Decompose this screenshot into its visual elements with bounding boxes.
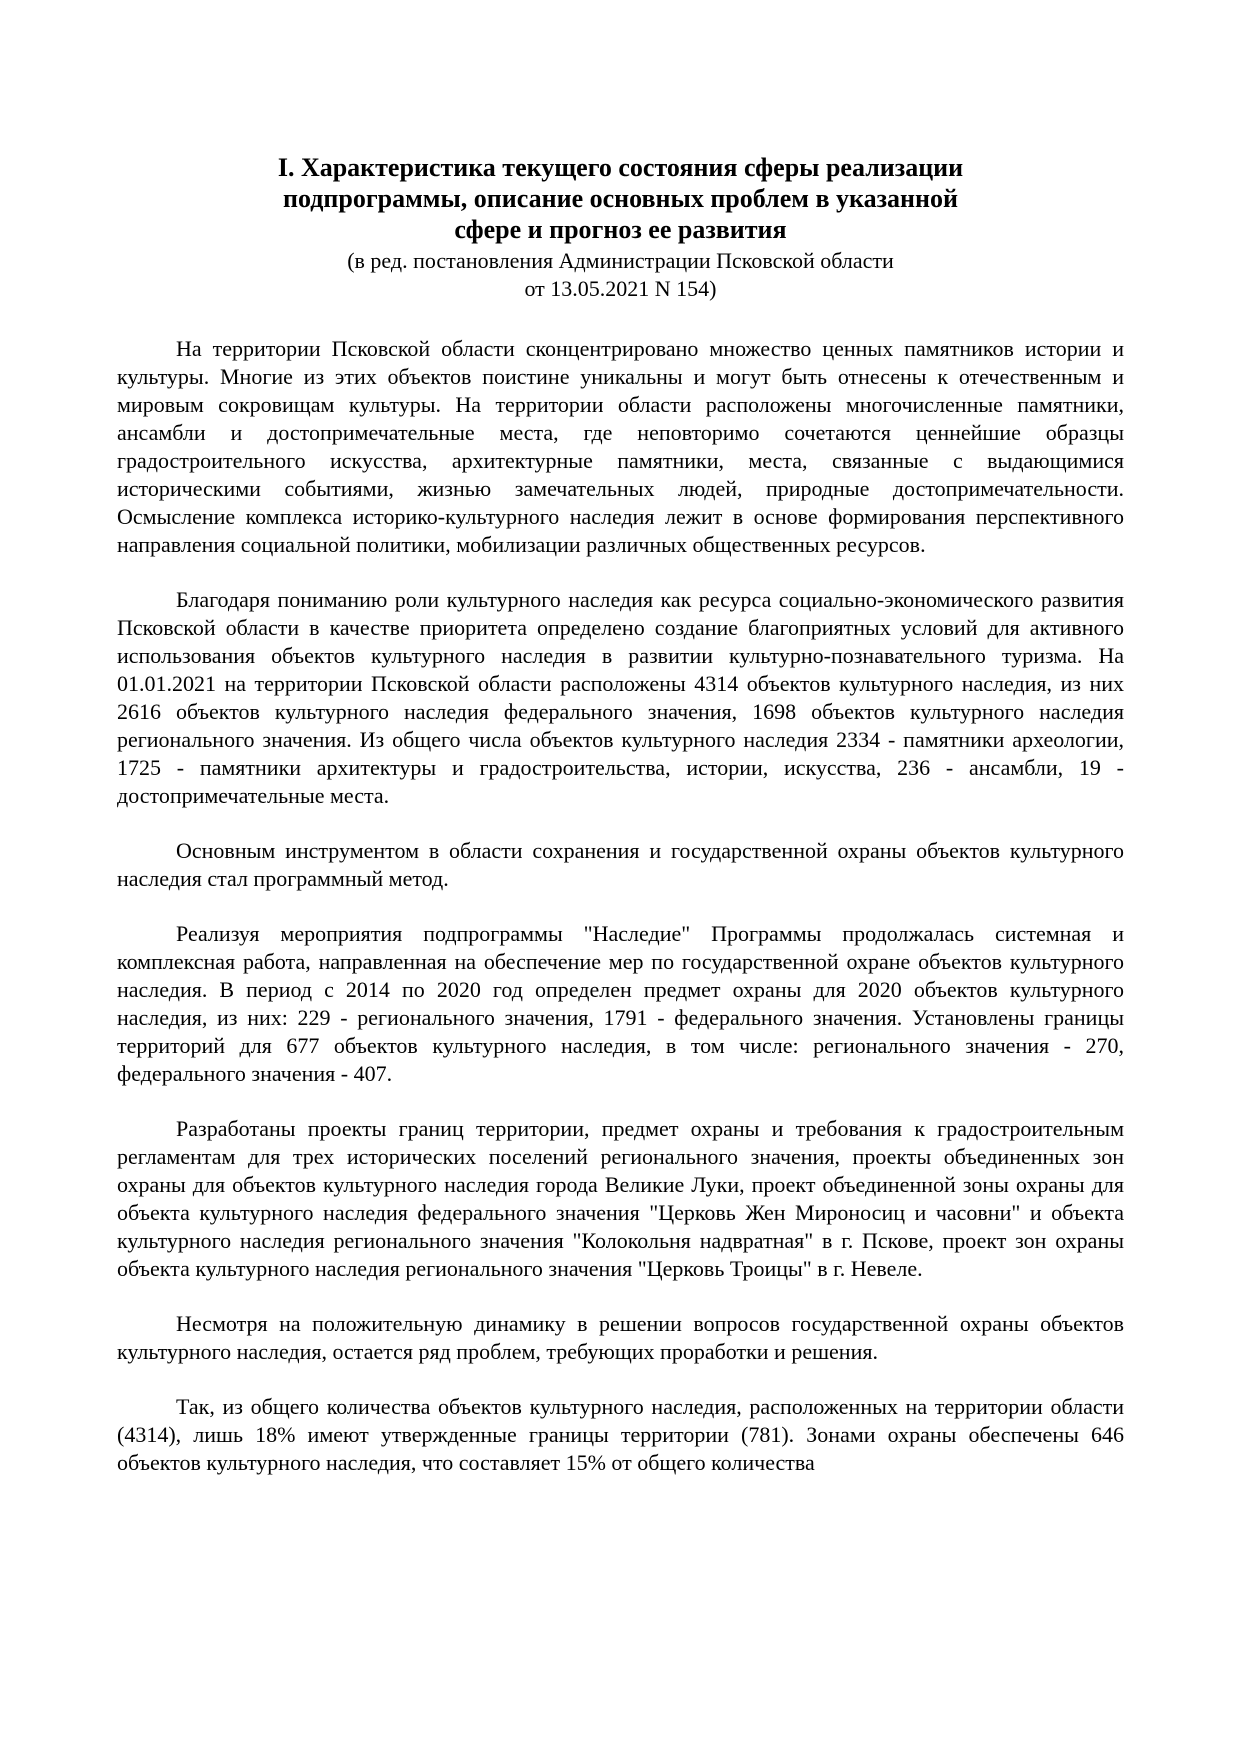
paragraph-boundaries-share: Так, из общего количества объектов культурного наследия, расположенных на территории области (4314), лишь 18% имеют утвержденные границы территории (781). Зонами охраны обеспечены 646 объектов культурного наследия, что составляет 15% от общего количества [117, 1394, 1124, 1475]
paragraph-projects-developed: Разработаны проекты границ территории, предмет охраны и требования к градостроительным регламентам для трех исторических поселений регионального значения, проекты объединенных зон охраны для объектов культурного наследия города Великие Луки, проект объединенной зоны охраны для объекта культурного наследия федерального значения "Церковь Жен Мироносиц и часовни" и объекта культурного наследия регионального значения "Колокольня надвратная" в г. Пскове, проект зон охраны объекта культурного наследия регионального значения "Церковь Троицы" в г. Невеле. [117, 1116, 1124, 1281]
section-title-line: сфере и прогноз ее развития [454, 215, 787, 244]
paragraph-remaining-problems: Несмотря на положительную динамику в решении вопросов государственной охраны объектов культурного наследия, остается ряд проблем, требующих проработки и решения. [117, 1311, 1124, 1364]
amendment-note [117, 247, 1124, 303]
paragraph-program-method: Основным инструментом в области сохранения и государственной охраны объектов культурного наследия стал программный метод. [117, 838, 1124, 891]
document-page [117, 152, 1124, 1477]
paragraph-nasledie-results: Реализуя мероприятия подпрограммы "Наследие" Программы продолжалась системная и комплексная работа, направленная на обеспечение мер по государственной охране объектов культурного наследия. В период с 2014 по 2020 год определен предмет охраны для 2020 объектов культурного наследия, из них: 229 - регионального значения, 1791 - федерального значения. Установлены границы территорий для 677 объектов культурного наследия, в том числе: регионального значения - 270, федерального значения - 407. [117, 921, 1124, 1086]
section-title-line: I. Характеристика текущего состояния сферы реализации [277, 153, 964, 182]
amendment-note-line: (в ред. постановления Администрации Псковской области [347, 248, 894, 273]
section-title [117, 152, 1124, 245]
amendment-note-line: от 13.05.2021 N 154) [524, 276, 717, 301]
section-title-line: подпрограммы, описание основных проблем в указанной [283, 184, 958, 213]
paragraph-heritage-statistics: Благодаря пониманию роли культурного наследия как ресурса социально-экономического развития Псковской области в качестве приоритета определено создание благоприятных условий для активного использования объектов культурного наследия в развитии культурно-познавательного туризма. На 01.01.2021 на территории Псковской области расположены 4314 объектов культурного наследия, из них 2616 объектов культурного наследия федерального значения, 1698 объектов культурного наследия регионального значения. Из общего числа объектов культурного наследия 2334 - памятники археологии, 1725 - памятники архитектуры и градостроительства, истории, искусства, 236 - ансамбли, 19 - достопримечательные места. [117, 587, 1124, 808]
paragraph-heritage-overview: На территории Псковской области сконцентрировано множество ценных памятников истории и культуры. Многие из этих объектов поистине уникальны и могут быть отнесены к отечественным и мировым сокровищам культуры. На территории области расположены многочисленные памятники, ансамбли и достопримечательные места, где неповторимо сочетаются ценнейшие образцы градостроительного искусства, архитектурные памятники, места, связанные с выдающимися историческими событиями, жизнью замечательных людей, природные достопримечательности. Осмысление комплекса историко-культурного наследия лежит в основе формирования перспективного направления социальной политики, мобилизации различных общественных ресурсов. [117, 336, 1124, 557]
